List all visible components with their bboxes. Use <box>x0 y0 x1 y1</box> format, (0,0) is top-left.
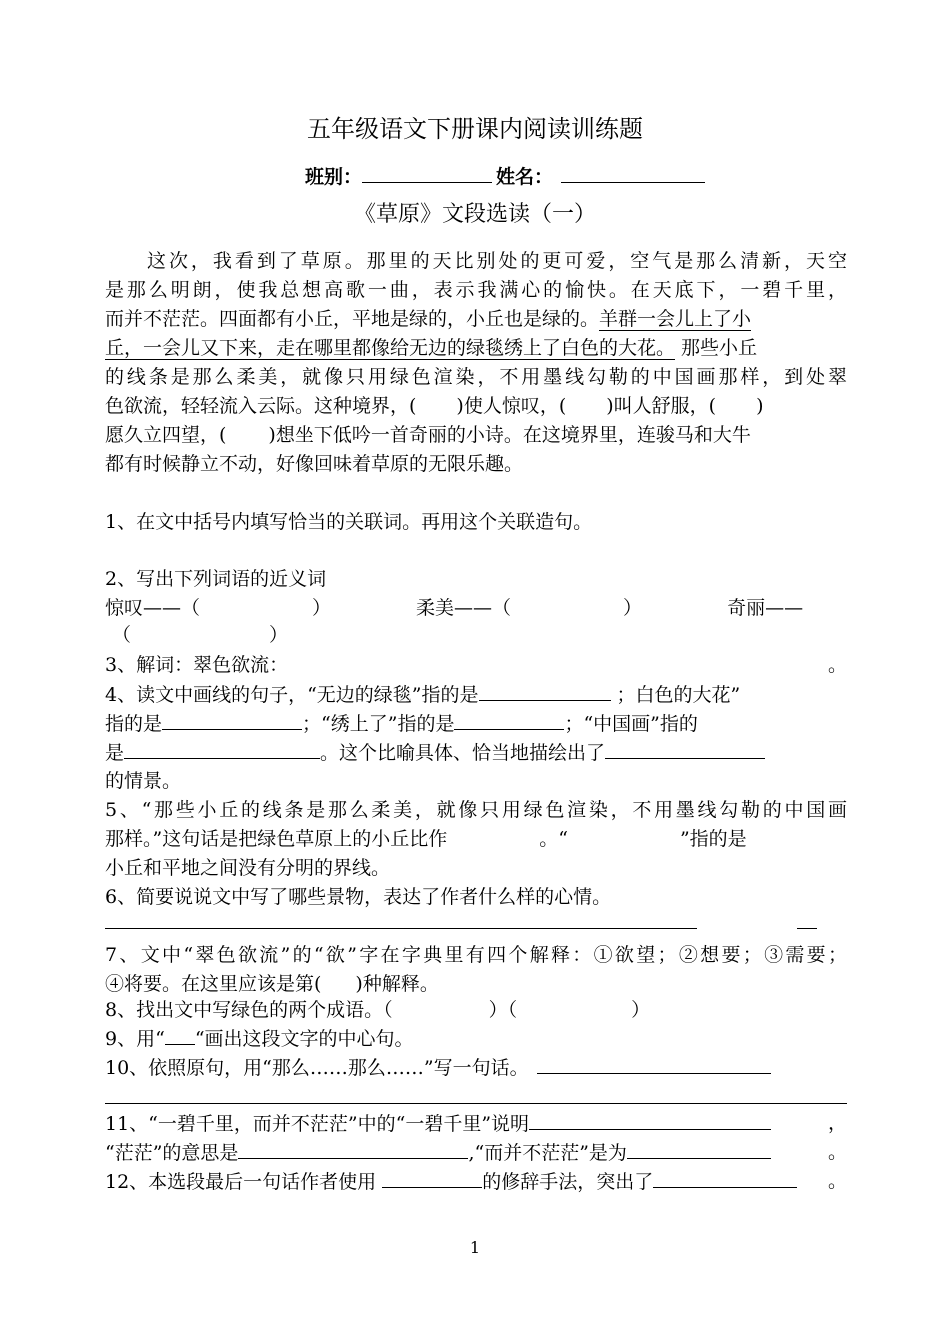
q11-blank-1[interactable] <box>529 1110 771 1130</box>
q11-blank-3[interactable] <box>627 1139 771 1159</box>
passage-line-1: 这次，我看到了草原。那里的天比别处的更可爱，空气是那么清新，天空 <box>147 250 847 272</box>
passage-line-5: 的线条是那么柔美，就像只用绿色渲染，不用墨线勾勒的中国画那样，到处翠 <box>105 366 847 388</box>
underlined-sentence-part-1: 羊群一会儿上了小 <box>599 308 752 330</box>
question-2-words-cont: （ ） <box>112 624 289 646</box>
q4-blank-1[interactable] <box>479 681 611 701</box>
q11-blank-2[interactable] <box>238 1139 468 1159</box>
question-3: 3、解词：翠色欲流： 。 <box>105 654 847 676</box>
question-11-line-1: 11、“一碧千里，而并不茫茫”中的“一碧千里”说明 ， <box>105 1112 847 1135</box>
q6-answer-line-1[interactable] <box>105 928 697 929</box>
name-blank[interactable] <box>561 163 705 183</box>
question-11-line-2: “茫茫”的意思是 ,“而并不茫茫”是为 。 <box>105 1141 847 1164</box>
question-8: 8、找出文中写绿色的两个成语。（ ）（ ） <box>105 999 651 1021</box>
question-12: 12、本选段最后一句话作者使用 的修辞手法，突出了 。 <box>105 1170 847 1193</box>
question-2-words: 惊叹——（ ） 柔美——（ ） 奇丽—— <box>105 597 804 619</box>
q10-answer-line[interactable] <box>105 1103 847 1104</box>
passage-line-6: 色欲流，轻轻流入云际。这种境界，( )使人惊叹，( )叫人舒服，( ) <box>105 395 764 417</box>
student-info-row <box>305 163 705 190</box>
question-2: 2、写出下列词语的近义词 <box>105 568 327 590</box>
q12-blank-1[interactable] <box>382 1168 482 1188</box>
page-number: 1 <box>469 1238 481 1257</box>
q4-blank-3[interactable] <box>454 710 564 730</box>
question-6: 6、简要说说文中写了哪些景物，表达了作者什么样的心情。 <box>105 886 612 908</box>
q10-blank[interactable] <box>537 1054 771 1074</box>
question-9: 9、用“ “画出这段文字的中心句。 <box>105 1025 847 1052</box>
q12-blank-2[interactable] <box>653 1168 797 1188</box>
q4-blank-4[interactable] <box>124 739 320 759</box>
question-1: 1、在文中括号内填写恰当的关联词。再用这个关联造句。 <box>105 511 593 533</box>
question-5-line-3: 小丘和平地之间没有分明的界线。 <box>105 857 391 879</box>
q4-blank-2[interactable] <box>162 710 302 730</box>
question-7-line-2: ④将要。在这里应该是第( )种解释。 <box>105 973 439 995</box>
question-4-line-2: 指的是 ；“绣上了”指的是 ；“中国画”指的 <box>105 710 847 737</box>
q4-blank-5[interactable] <box>605 739 765 759</box>
class-label: 班别： <box>305 166 363 188</box>
passage-line-8: 都有时候静立不动，好像回味着草原的无限乐趣。 <box>105 453 524 475</box>
underline-symbol <box>165 1025 195 1045</box>
question-4-line-3: 是 。这个比喻具体、恰当地描绘出了 <box>105 739 847 766</box>
class-blank[interactable] <box>362 163 492 183</box>
passage-line-4: 丘，一会儿又下来，走在哪里都像给无边的绿毯绣上了白色的大花。 那些小丘 <box>105 337 758 359</box>
question-5-line-2: 那样。”这句话是把绿色草原上的小丘比作 。“ ”指的是 <box>105 828 747 850</box>
passage-line-7: 愿久立四望，( )想坐下低吟一首奇丽的小诗。在这境界里，连骏马和大牛 <box>105 424 751 446</box>
question-10: 10、依照原句，用“那么……那么……”写一句话。 <box>105 1054 847 1081</box>
question-4-line-4: 的情景。 <box>105 770 182 792</box>
name-label: 姓名： <box>496 166 554 188</box>
passage-line-2: 是那么明朗，使我总想高歌一曲，表示我满心的愉快。在天底下，一碧千里， <box>105 279 847 301</box>
question-5-line-1: 5、“那些小丘的线条是那么柔美，就像只用绿色渲染，不用墨线勾勒的中国画 <box>105 799 847 821</box>
underlined-sentence-part-2: 丘，一会儿又下来，走在哪里都像给无边的绿毯绣上了白色的大花。 <box>105 337 676 359</box>
question-7-line-1: 7、文中“翠色欲流”的“欲”字在字典里有四个解释：①欲望；②想要；③需要； <box>105 944 847 966</box>
question-4-line-1: 4、读文中画线的句子，“无边的绿毯”指的是 ；白色的大花” <box>105 681 847 708</box>
page-title: 五年级语文下册课内阅读训练题 <box>307 115 643 143</box>
section-subtitle: 《草原》文段选读（一） <box>353 202 596 227</box>
q6-answer-line-2[interactable] <box>797 928 817 929</box>
passage-line-3: 而并不茫茫。四面都有小丘，平地是绿的，小丘也是绿的。羊群一会儿上了小 <box>105 308 752 330</box>
